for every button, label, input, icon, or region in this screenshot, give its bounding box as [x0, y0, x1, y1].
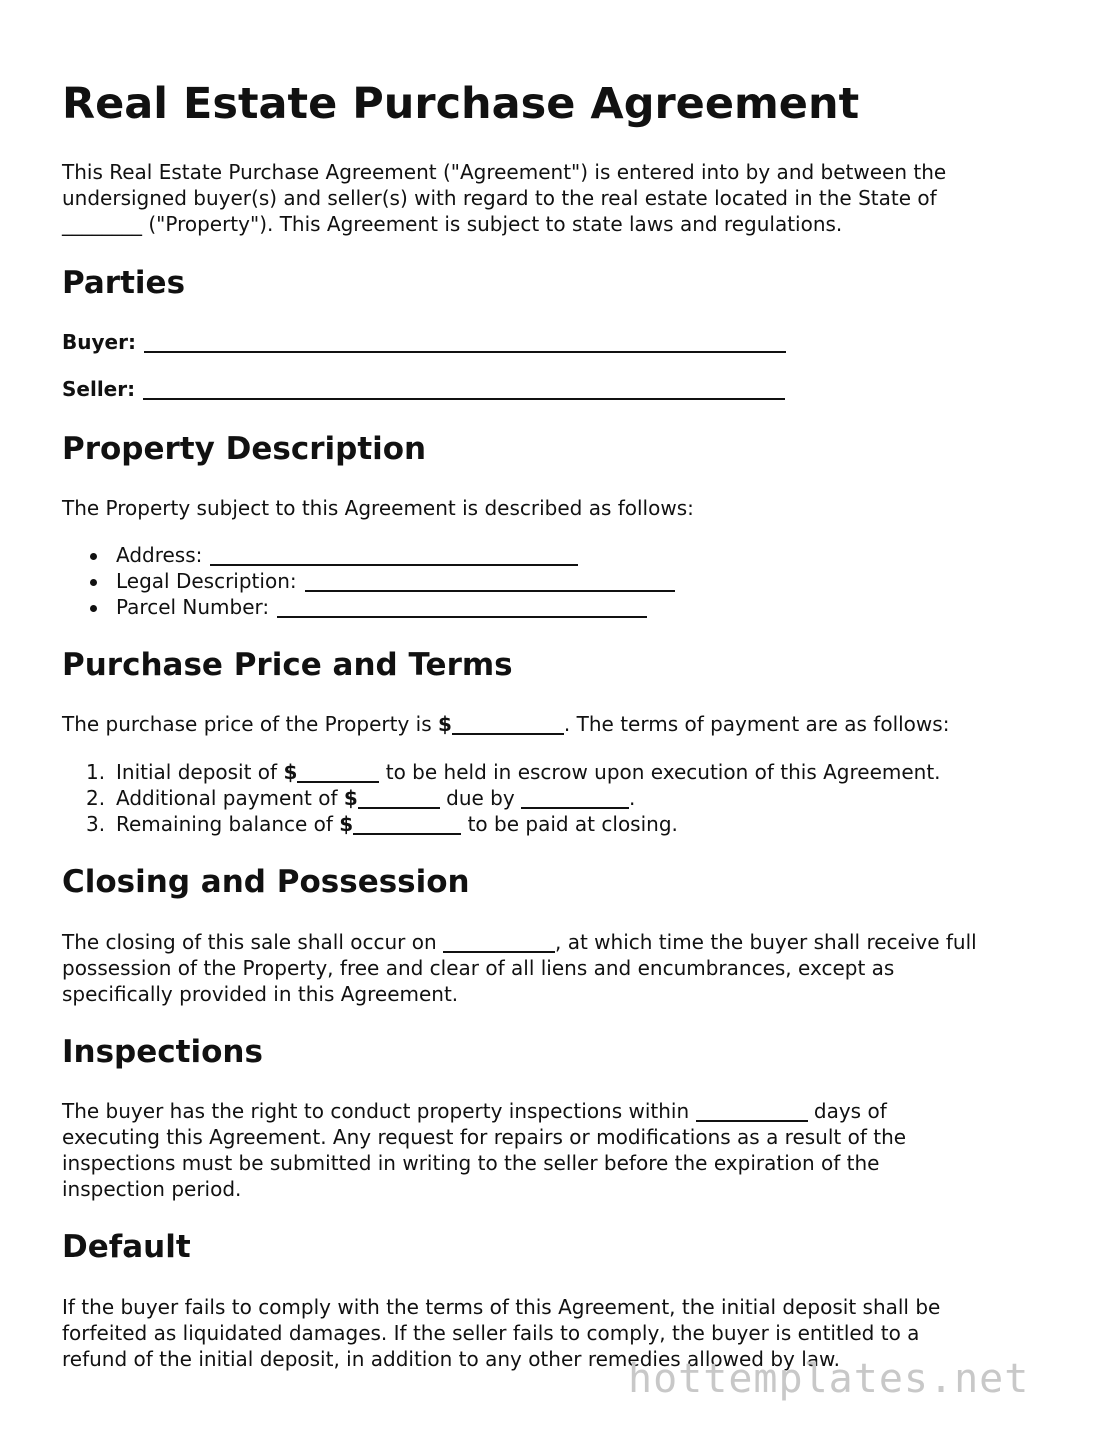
list-number: 3. [86, 812, 106, 836]
address-label: Address: [116, 543, 203, 567]
purchase-price-text [62, 711, 1052, 737]
term-text-after: to be paid at closing. [461, 812, 678, 836]
inspections-text-after: days of [807, 1099, 887, 1123]
list-item [62, 594, 675, 620]
default-line: If the buyer fails to comply with the terms of this Agreement, the initial deposit shall be [62, 1295, 941, 1319]
buyer-blank-line[interactable] [144, 329, 786, 353]
parties-heading: Parties [62, 265, 186, 301]
property-description-heading: Property Description [62, 431, 427, 467]
document-title: Real Estate Purchase Agreement [62, 79, 860, 129]
currency-symbol: $ [339, 812, 354, 836]
purchase-price-blank-line[interactable] [452, 711, 564, 735]
property-description-text: The Property subject to this Agreement is described as follows: [62, 496, 694, 520]
inspections-line: executing this Agreement. Any request for repairs or modifications as a result of the [62, 1125, 907, 1149]
inspections-paragraph [62, 1098, 1052, 1202]
intro-line: undersigned buyer(s) and seller(s) with regard to the real estate located in the State of [62, 186, 937, 210]
address-blank-line[interactable] [210, 542, 578, 566]
closing-text-after: , at which time the buyer shall receive full [555, 930, 977, 954]
list-item [62, 785, 941, 811]
inspection-days-blank-line[interactable] [696, 1098, 808, 1122]
term-text-after: . [629, 786, 636, 810]
list-item [62, 811, 941, 837]
closing-paragraph [62, 929, 1052, 1007]
default-heading: Default [62, 1229, 191, 1265]
closing-line: possession of the Property, free and clear of all liens and encumbrances, except as [62, 956, 895, 980]
inspections-heading: Inspections [62, 1034, 263, 1070]
default-line: forfeited as liquidated damages. If the seller fails to comply, the buyer is entitled to a [62, 1321, 920, 1345]
payment-terms-list [62, 759, 941, 837]
parcel-number-label: Parcel Number: [116, 595, 270, 619]
bullet-icon [90, 579, 97, 586]
legal-description-blank-line[interactable] [305, 568, 675, 592]
currency-symbol: $ [343, 786, 358, 810]
term-text-before: Remaining balance of [116, 812, 340, 836]
list-item [62, 759, 941, 785]
intro-line: ________ ("Property"). This Agreement is subject to state laws and regulations. [62, 212, 843, 236]
additional-payment-blank-line[interactable] [358, 785, 440, 809]
closing-date-blank-line[interactable] [443, 929, 555, 953]
purchase-price-heading: Purchase Price and Terms [62, 647, 513, 683]
property-details-list [62, 542, 675, 620]
purchase-price-text-before: The purchase price of the Property is [62, 712, 438, 736]
currency-symbol: $ [438, 712, 452, 736]
default-line: refund of the initial deposit, in addition to any other remedies allowed by law. [62, 1347, 840, 1371]
list-item [62, 542, 675, 568]
buyer-label: Buyer: [62, 330, 136, 354]
list-item [62, 568, 675, 594]
closing-line: specifically provided in this Agreement. [62, 982, 459, 1006]
intro-line: This Real Estate Purchase Agreement ("Agreement") is entered into by and between the [62, 160, 947, 184]
term-text-after: to be held in escrow upon execution of this Agreement. [379, 760, 941, 784]
currency-symbol: $ [283, 760, 298, 784]
purchase-price-text-after: . The terms of payment are as follows: [563, 712, 950, 736]
inspections-line: inspection period. [62, 1177, 242, 1201]
parcel-number-blank-line[interactable] [277, 594, 647, 618]
inspections-line: inspections must be submitted in writing to the seller before the expiration of the [62, 1151, 880, 1175]
bullet-icon [90, 553, 97, 560]
buyer-field-row [62, 329, 786, 355]
watermark-text: hottemplates.net [628, 1356, 1030, 1402]
bullet-icon [90, 605, 97, 612]
seller-label: Seller: [62, 377, 136, 401]
inspections-line [62, 1098, 1052, 1124]
seller-blank-line[interactable] [143, 376, 785, 400]
legal-description-label: Legal Description: [116, 569, 297, 593]
list-number: 1. [86, 760, 106, 784]
term-text-before: Additional payment of [116, 786, 344, 810]
inspections-text-before: The buyer has the right to conduct property inspections within [62, 1099, 696, 1123]
initial-deposit-blank-line[interactable] [297, 759, 379, 783]
list-number: 2. [86, 786, 106, 810]
term-text-middle: due by [439, 786, 522, 810]
term-text-before: Initial deposit of [116, 760, 284, 784]
closing-text-before: The closing of this sale shall occur on [62, 930, 444, 954]
closing-heading: Closing and Possession [62, 864, 470, 900]
due-date-blank-line[interactable] [521, 785, 629, 809]
seller-field-row [62, 376, 785, 402]
intro-paragraph [62, 159, 1052, 237]
closing-line [62, 929, 1052, 955]
remaining-balance-blank-line[interactable] [353, 811, 461, 835]
